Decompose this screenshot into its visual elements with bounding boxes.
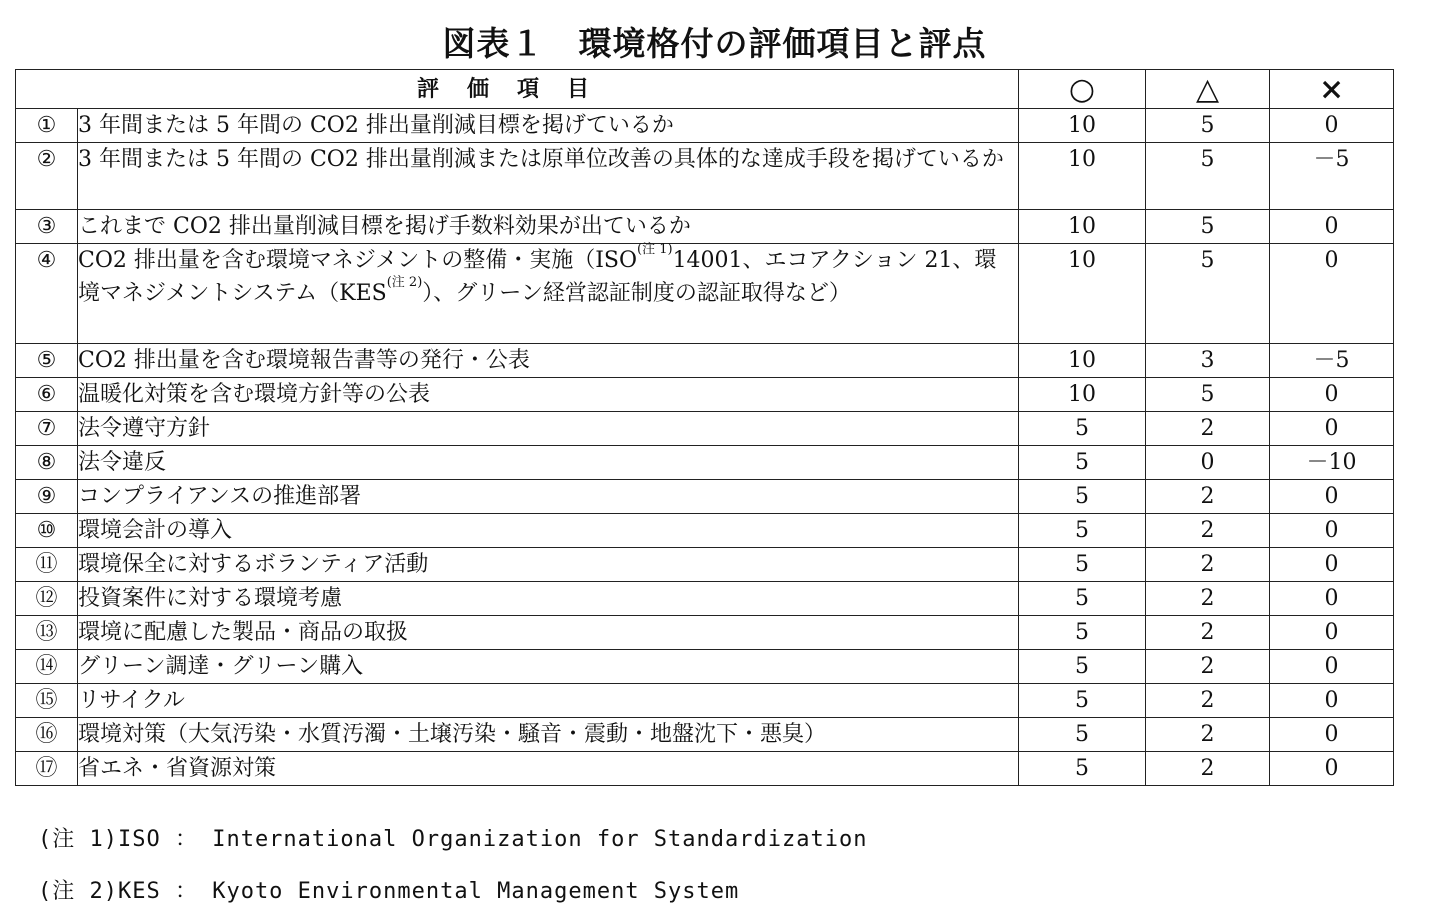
footnote-2: (注 2)KES ： Kyoto Environmental Management System [38,879,740,904]
row-item: 法令違反 [78,446,1019,480]
row-number: ⑩ [16,514,78,548]
row-item: 省エネ・省資源対策 [78,752,1019,786]
row-circle-score: 5 [1019,650,1146,684]
table-row [16,143,1394,210]
row-circle-score: 5 [1019,718,1146,752]
row-item: 法令遵守方針 [78,412,1019,446]
row-number: ② [16,143,78,210]
table-row [16,244,1394,344]
row-triangle-score: 2 [1146,480,1270,514]
row-triangle-score: 5 [1146,143,1270,210]
row-item: 温暖化対策を含む環境方針等の公表 [78,378,1019,412]
header-cross: × [1270,70,1394,109]
row-circle-score: 10 [1019,143,1146,210]
row-item-text-b: 14001、エコアクション 21、環境マネジメントシステム（KES [78,248,997,306]
row-triangle-score: 2 [1146,650,1270,684]
table-row [16,650,1394,684]
table-row [16,480,1394,514]
row-cross-score: 0 [1270,480,1394,514]
table-header-row [16,70,1394,109]
row-cross-score: 0 [1270,210,1394,244]
row-number: ⑯ [16,718,78,752]
header-triangle: △ [1146,70,1270,109]
row-cross-score: 0 [1270,244,1394,344]
row-triangle-score: 2 [1146,616,1270,650]
row-triangle-score: 5 [1146,244,1270,344]
row-item: 環境保全に対するボランティア活動 [78,548,1019,582]
row-number: ⑭ [16,650,78,684]
header-item: 評価項目 [16,70,1019,109]
row-cross-score: －10 [1270,446,1394,480]
row-circle-score: 5 [1019,752,1146,786]
row-item: 環境に配慮した製品・商品の取扱 [78,616,1019,650]
row-number: ⑧ [16,446,78,480]
row-number: ⑨ [16,480,78,514]
row-circle-score: 5 [1019,446,1146,480]
row-item: これまで CO2 排出量削減目標を掲げ手数料効果が出ているか [78,210,1019,244]
row-item: 3 年間または 5 年間の CO2 排出量削減または原単位改善の具体的な達成手段を掲げているか [78,143,1019,210]
row-circle-score: 5 [1019,514,1146,548]
row-circle-score: 10 [1019,244,1146,344]
evaluation-table [15,69,1394,786]
row-cross-score: 0 [1270,109,1394,143]
row-triangle-score: 2 [1146,582,1270,616]
row-cross-score: 0 [1270,582,1394,616]
row-circle-score: 5 [1019,582,1146,616]
table-row [16,684,1394,718]
table-row [16,752,1394,786]
row-triangle-score: 3 [1146,344,1270,378]
table-row [16,582,1394,616]
row-number: ① [16,109,78,143]
row-circle-score: 5 [1019,684,1146,718]
row-circle-score: 5 [1019,480,1146,514]
row-number: ④ [16,244,78,344]
row-circle-score: 5 [1019,548,1146,582]
row-item: コンプライアンスの推進部署 [78,480,1019,514]
row-number: ⑬ [16,616,78,650]
page-title: 図表１ 環境格付の評価項目と評点 [442,24,987,63]
row-cross-score: －5 [1270,344,1394,378]
row-item-text-c: ）、グリーン経営認証制度の認証取得など） [422,281,851,306]
row-cross-score: 0 [1270,616,1394,650]
row-triangle-score: 2 [1146,412,1270,446]
row-circle-score: 5 [1019,616,1146,650]
row-circle-score: 10 [1019,210,1146,244]
row-item: 投資案件に対する環境考慮 [78,582,1019,616]
row-item: 環境会計の導入 [78,514,1019,548]
row-cross-score: 0 [1270,684,1394,718]
row-circle-score: 10 [1019,344,1146,378]
row-cross-score: 0 [1270,752,1394,786]
row-circle-score: 5 [1019,412,1146,446]
row-item: 環境対策（大気汚染・水質汚濁・土壌汚染・騒音・震動・地盤沈下・悪臭） [78,718,1019,752]
row-number: ⑤ [16,344,78,378]
row-triangle-score: 5 [1146,378,1270,412]
row-triangle-score: 2 [1146,752,1270,786]
row-item [78,244,1019,344]
row-triangle-score: 2 [1146,514,1270,548]
row-triangle-score: 2 [1146,548,1270,582]
row-triangle-score: 5 [1146,109,1270,143]
row-cross-score: 0 [1270,718,1394,752]
row-item-text-a: CO2 排出量を含む環境マネジメントの整備・実施（ISO [78,248,637,273]
row-number: ⑰ [16,752,78,786]
table-row [16,446,1394,480]
row-item: CO2 排出量を含む環境報告書等の発行・公表 [78,344,1019,378]
table-row [16,718,1394,752]
row-cross-score: 0 [1270,378,1394,412]
table-row [16,616,1394,650]
row-cross-score: 0 [1270,514,1394,548]
row-cross-score: －5 [1270,143,1394,210]
row-triangle-score: 0 [1146,446,1270,480]
table-row [16,548,1394,582]
row-number: ③ [16,210,78,244]
table-row [16,210,1394,244]
row-circle-score: 10 [1019,378,1146,412]
row-cross-score: 0 [1270,412,1394,446]
row-item: 3 年間または 5 年間の CO2 排出量削減目標を掲げているか [78,109,1019,143]
table-row [16,412,1394,446]
footnote-1: (注 1)ISO ： International Organization for Standardization [38,827,868,852]
footnote-ref-2: (注 2) [386,275,423,290]
table-row [16,109,1394,143]
table-row [16,514,1394,548]
row-number: ⑮ [16,684,78,718]
row-number: ⑦ [16,412,78,446]
row-number: ⑫ [16,582,78,616]
row-item: グリーン調達・グリーン購入 [78,650,1019,684]
row-triangle-score: 2 [1146,718,1270,752]
row-cross-score: 0 [1270,548,1394,582]
row-number: ⑪ [16,548,78,582]
footnote-ref-1: (注 1) [637,242,673,257]
row-circle-score: 10 [1019,109,1146,143]
row-item: リサイクル [78,684,1019,718]
table-row [16,344,1394,378]
row-cross-score: 0 [1270,650,1394,684]
row-triangle-score: 2 [1146,684,1270,718]
header-circle: ○ [1019,70,1146,109]
row-number: ⑥ [16,378,78,412]
row-triangle-score: 5 [1146,210,1270,244]
table-row [16,378,1394,412]
